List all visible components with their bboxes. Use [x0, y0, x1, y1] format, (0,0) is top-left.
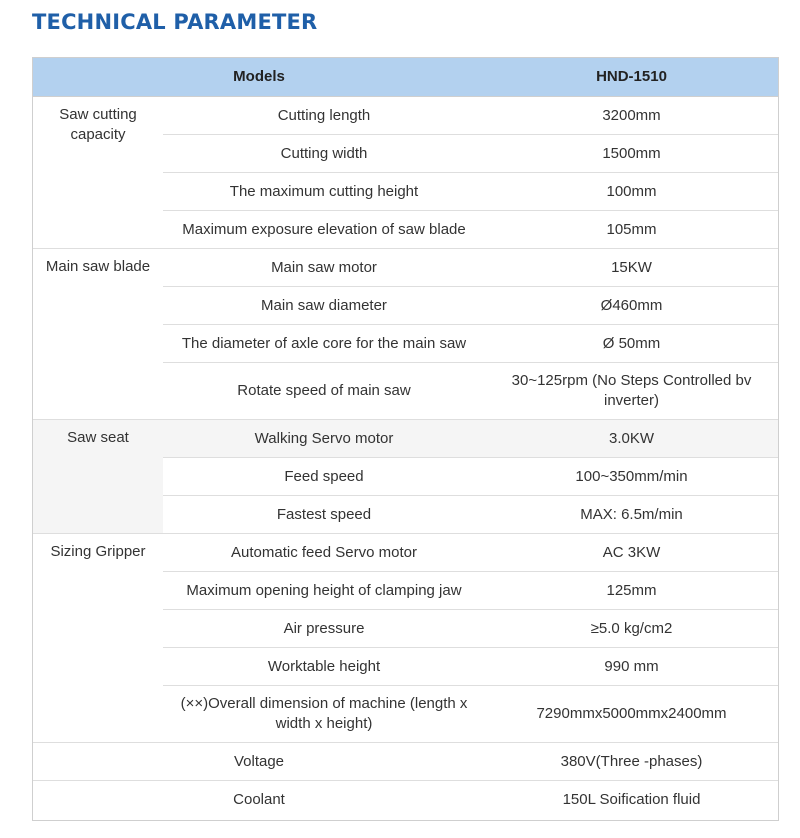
param-cell: Worktable height [163, 648, 485, 686]
value-cell: 100~350mm/min [485, 458, 778, 496]
param-cell: Maximum exposure elevation of saw blade [163, 211, 485, 249]
param-cell: (××)Overall dimension of machine (length x width x height) [163, 686, 485, 743]
group-cell-saw-cutting-capacity: Saw cutting capacity [33, 97, 163, 249]
param-cell: Maximum opening height of clamping jaw [163, 572, 485, 610]
table-header-row [33, 58, 778, 97]
param-cell: Cutting width [163, 135, 485, 173]
param-cell: Air pressure [163, 610, 485, 648]
param-cell: Feed speed [163, 458, 485, 496]
technical-parameter-table [33, 58, 778, 818]
param-cell: Main saw diameter [163, 287, 485, 325]
table-row [33, 420, 778, 458]
value-cell: 15KW [485, 249, 778, 287]
value-cell: 1500mm [485, 135, 778, 173]
value-cell: Ø 50mm [485, 325, 778, 363]
value-cell: ≥5.0 kg/cm2 [485, 610, 778, 648]
param-cell: The maximum cutting height [163, 173, 485, 211]
param-cell-coolant: Coolant [33, 781, 485, 819]
value-cell: 380V(Three -phases) [485, 743, 778, 781]
value-cell: 990 mm [485, 648, 778, 686]
group-cell-sizing-gripper: Sizing Gripper [33, 534, 163, 743]
param-cell: Walking Servo motor [163, 420, 485, 458]
param-cell: Main saw motor [163, 249, 485, 287]
page-title: TECHNICAL PARAMETER [32, 10, 318, 34]
param-cell-voltage: Voltage [33, 743, 485, 781]
value-cell: 150L Soification fluid [485, 781, 778, 819]
value-cell: 7290mmx5000mmx2400mm [485, 686, 778, 743]
value-cell: Ø460mm [485, 287, 778, 325]
value-cell: 100mm [485, 173, 778, 211]
table-row [33, 97, 778, 135]
table-row [33, 249, 778, 287]
models-header-cell: Models [33, 58, 485, 97]
param-cell: The diameter of axle core for the main saw [163, 325, 485, 363]
group-cell-main-saw-blade: Main saw blade [33, 249, 163, 420]
value-cell: 30~125rpm (No Steps Controlled bv inverter) [485, 363, 778, 420]
param-cell: Rotate speed of main saw [163, 363, 485, 420]
table-row [33, 743, 778, 781]
value-cell: 125mm [485, 572, 778, 610]
group-cell-saw-seat: Saw seat [33, 420, 163, 534]
param-cell: Cutting length [163, 97, 485, 135]
value-cell: MAX: 6.5m/min [485, 496, 778, 534]
table-row [33, 781, 778, 819]
param-cell: Fastest speed [163, 496, 485, 534]
value-cell: 105mm [485, 211, 778, 249]
value-cell: AC 3KW [485, 534, 778, 572]
param-cell: Automatic feed Servo motor [163, 534, 485, 572]
table-row [33, 534, 778, 572]
value-cell: 3.0KW [485, 420, 778, 458]
value-cell: 3200mm [485, 97, 778, 135]
model-value-header-cell: HND-1510 [485, 58, 778, 97]
